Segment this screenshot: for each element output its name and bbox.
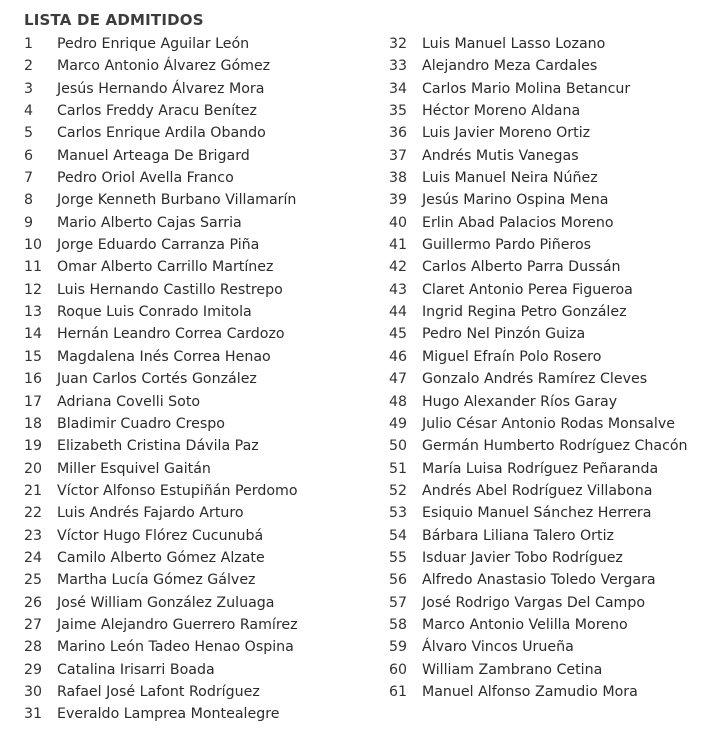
list-item-name: Guillermo Pardo Piñeros [422,237,592,254]
list-item [389,681,688,703]
list-item-number: 50 [389,438,408,455]
list-item-name: Hernán Leandro Correa Cardozo [57,326,285,343]
list-item [24,659,298,681]
list-item [389,502,688,524]
list-item-name: Pedro Nel Pinzón Guiza [422,326,586,343]
list-item-number: 58 [389,616,408,633]
list-item-name: Mario Alberto Cajas Sarria [57,214,242,231]
list-item-number: 31 [24,706,43,723]
list-item [24,502,298,524]
list-item [24,78,298,100]
list-item-name: Manuel Alfonso Zamudio Mora [422,683,638,700]
list-item-name: Isduar Javier Tobo Rodríguez [422,549,623,566]
list-item-name: Martha Lucía Gómez Gálvez [57,572,256,589]
list-item [24,569,298,591]
list-item [389,413,688,435]
list-item-number: 11 [24,259,43,276]
list-item-name: Gonzalo Andrés Ramírez Cleves [422,371,648,388]
list-item-name: Carlos Freddy Aracu Benítez [57,103,257,120]
list-item-name: Andrés Mutis Vanegas [422,147,579,164]
list-item [24,703,298,725]
list-item-number: 13 [24,304,43,321]
list-item-name: Marco Antonio Velilla Moreno [422,616,628,633]
list-item-number: 32 [389,36,408,52]
list-item-number: 17 [24,393,43,410]
list-item-name: Jesús Hernando Álvarez Mora [57,80,265,97]
list-item [389,234,688,256]
list-item [24,614,298,636]
list-item [389,167,688,189]
list-item [24,279,298,301]
list-item [24,458,298,480]
list-item-number: 5 [24,125,34,142]
list-item-name: William Zambrano Cetina [422,661,603,678]
list-item [24,480,298,502]
list-item-name: Carlos Alberto Parra Dussán [422,259,621,276]
list-item-number: 46 [389,348,408,365]
list-item [24,33,298,55]
list-item [389,33,688,55]
list-item-name: Catalina Irisarri Boada [57,661,215,678]
list-item-name: Germán Humberto Rodríguez Chacón [422,438,688,455]
list-item [24,592,298,614]
list-item-name: Pedro Oriol Avella Franco [57,170,234,187]
list-item-number: 21 [24,482,43,499]
list-item-name: Marino León Tadeo Henao Ospina [57,639,294,656]
list-item-name: Luis Manuel Neira Núñez [422,170,598,187]
list-item [389,592,688,614]
list-item-name: Claret Antonio Perea Figueroa [422,281,633,298]
list-item-name: Luis Hernando Castillo Restrepo [57,281,283,298]
list-item [24,525,298,547]
list-item-number: 6 [24,147,34,164]
list-item [24,212,298,234]
list-item [389,458,688,480]
list-item [389,346,688,368]
list-item-number: 40 [389,214,408,231]
list-item [389,636,688,658]
list-item-number: 33 [389,58,408,75]
list-item-number: 1 [24,36,34,52]
list-item [24,100,298,122]
list-item-name: Jorge Kenneth Burbano Villamarín [57,192,297,209]
list-item-name: Alejandro Meza Cardales [422,58,598,75]
list-item-number: 54 [389,527,408,544]
list-item-number: 2 [24,58,34,75]
list-item-name: José William González Zuluaga [57,594,275,611]
list-item-name: Bladimir Cuadro Crespo [57,415,225,432]
list-item-number: 24 [24,549,43,566]
list-item-number: 47 [389,371,408,388]
list-item-name: Álvaro Vincos Urueña [422,639,574,656]
list-item-number: 4 [24,103,34,120]
list-item-number: 15 [24,348,43,365]
list-item-name: Juan Carlos Cortés González [57,371,257,388]
list-item [24,256,298,278]
list-item [389,547,688,569]
list-item-number: 14 [24,326,43,343]
list-item [24,189,298,211]
list-item-name: Roque Luis Conrado Imitola [57,304,252,321]
list-item [24,122,298,144]
list-item-name: Marco Antonio Álvarez Gómez [57,58,271,75]
list-item [24,234,298,256]
list-item-name: Luis Manuel Lasso Lozano [422,36,606,52]
list-item-number: 9 [24,214,34,231]
list-item-name: Bárbara Liliana Talero Ortiz [422,527,614,544]
list-item [24,435,298,457]
left-column [24,33,298,726]
list-item-name: Adriana Covelli Soto [57,393,201,410]
list-item-number: 22 [24,505,43,522]
list-item [24,301,298,323]
list-item-name: Elizabeth Cristina Dávila Paz [57,438,259,455]
list-item-number: 35 [389,103,408,120]
list-item-number: 41 [389,237,408,254]
list-item [24,346,298,368]
list-item-number: 30 [24,683,43,700]
list-item [389,301,688,323]
list-item-number: 39 [389,192,408,209]
list-item [24,145,298,167]
list-item-number: 42 [389,259,408,276]
list-item-number: 20 [24,460,43,477]
right-column [389,33,688,703]
list-item [389,480,688,502]
list-item-name: Jorge Eduardo Carranza Piña [57,237,260,254]
list-item-name: Erlin Abad Palacios Moreno [422,214,614,231]
list-item-number: 3 [24,80,34,97]
list-item [24,55,298,77]
list-item-number: 23 [24,527,43,544]
list-item-number: 37 [389,147,408,164]
list-item-number: 36 [389,125,408,142]
list-item-number: 26 [24,594,43,611]
list-item [389,100,688,122]
list-item [389,279,688,301]
list-item [389,659,688,681]
list-item-name: Víctor Hugo Flórez Cucunubá [57,527,264,544]
list-item [389,368,688,390]
list-item [389,256,688,278]
list-item [389,391,688,413]
list-item [24,368,298,390]
list-item-number: 59 [389,639,408,656]
list-item-number: 51 [389,460,408,477]
list-item-number: 34 [389,80,408,97]
list-item [24,391,298,413]
list-item-name: José Rodrigo Vargas Del Campo [422,594,646,611]
list-item-name: Carlos Enrique Ardila Obando [57,125,266,142]
list-item [389,212,688,234]
list-item-name: Julio César Antonio Rodas Monsalve [422,415,675,432]
list-item-number: 56 [389,572,408,589]
list-item [24,547,298,569]
list-item [389,55,688,77]
list-item-number: 16 [24,371,43,388]
list-item-number: 57 [389,594,408,611]
list-item-name: Manuel Arteaga De Brigard [57,147,250,164]
list-item-name: Pedro Enrique Aguilar León [57,36,250,52]
list-item-name: Esiquio Manuel Sánchez Herrera [422,505,652,522]
list-item-number: 61 [389,683,408,700]
list-item-name: Luis Javier Moreno Ortiz [422,125,591,142]
list-item-name: Rafael José Lafont Rodríguez [57,683,260,700]
list-item [389,435,688,457]
page-title: LISTA DE ADMITIDOS [24,11,204,29]
list-item-number: 53 [389,505,408,522]
list-item [389,145,688,167]
list-item-number: 52 [389,482,408,499]
list-item [389,189,688,211]
list-item-name: Luis Andrés Fajardo Arturo [57,505,244,522]
list-item-number: 18 [24,415,43,432]
list-item-name: Hugo Alexander Ríos Garay [422,393,618,410]
list-item-number: 27 [24,616,43,633]
list-item-number: 28 [24,639,43,656]
list-item [389,614,688,636]
list-item-number: 38 [389,170,408,187]
list-item-number: 10 [24,237,43,254]
list-item-number: 12 [24,281,43,298]
list-item [24,323,298,345]
list-item-number: 45 [389,326,408,343]
list-item-name: Omar Alberto Carrillo Martínez [57,259,274,276]
list-item-name: Carlos Mario Molina Betancur [422,80,631,97]
list-item-name: Jesús Marino Ospina Mena [422,192,609,209]
list-item-name: Camilo Alberto Gómez Alzate [57,549,265,566]
list-item-name: Héctor Moreno Aldana [422,103,581,120]
list-item-name: Miller Esquivel Gaitán [57,460,211,477]
list-item-name: Ingrid Regina Petro González [422,304,627,321]
list-item [389,323,688,345]
list-item-name: Andrés Abel Rodríguez Villabona [422,482,653,499]
list-item-name: Víctor Alfonso Estupiñán Perdomo [57,482,298,499]
list-item-number: 49 [389,415,408,432]
list-item-number: 19 [24,438,43,455]
list-item-number: 55 [389,549,408,566]
list-item [24,413,298,435]
list-item-name: Alfredo Anastasio Toledo Vergara [422,572,656,589]
list-item-number: 43 [389,281,408,298]
list-item [389,78,688,100]
list-item-number: 29 [24,661,43,678]
list-item-name: Miguel Efraín Polo Rosero [422,348,602,365]
list-item-number: 44 [389,304,408,321]
list-item-number: 25 [24,572,43,589]
list-item-number: 7 [24,170,34,187]
list-item-name: Everaldo Lamprea Montealegre [57,706,280,723]
list-item-number: 60 [389,661,408,678]
list-item [389,122,688,144]
list-item-name: María Luisa Rodríguez Peñaranda [422,460,659,477]
list-item [389,569,688,591]
list-item-name: Magdalena Inés Correa Henao [57,348,271,365]
list-item-name: Jaime Alejandro Guerrero Ramírez [57,616,298,633]
list-item [24,167,298,189]
list-item [389,525,688,547]
list-item-number: 48 [389,393,408,410]
list-item [24,636,298,658]
list-item-number: 8 [24,192,34,209]
list-item [24,681,298,703]
